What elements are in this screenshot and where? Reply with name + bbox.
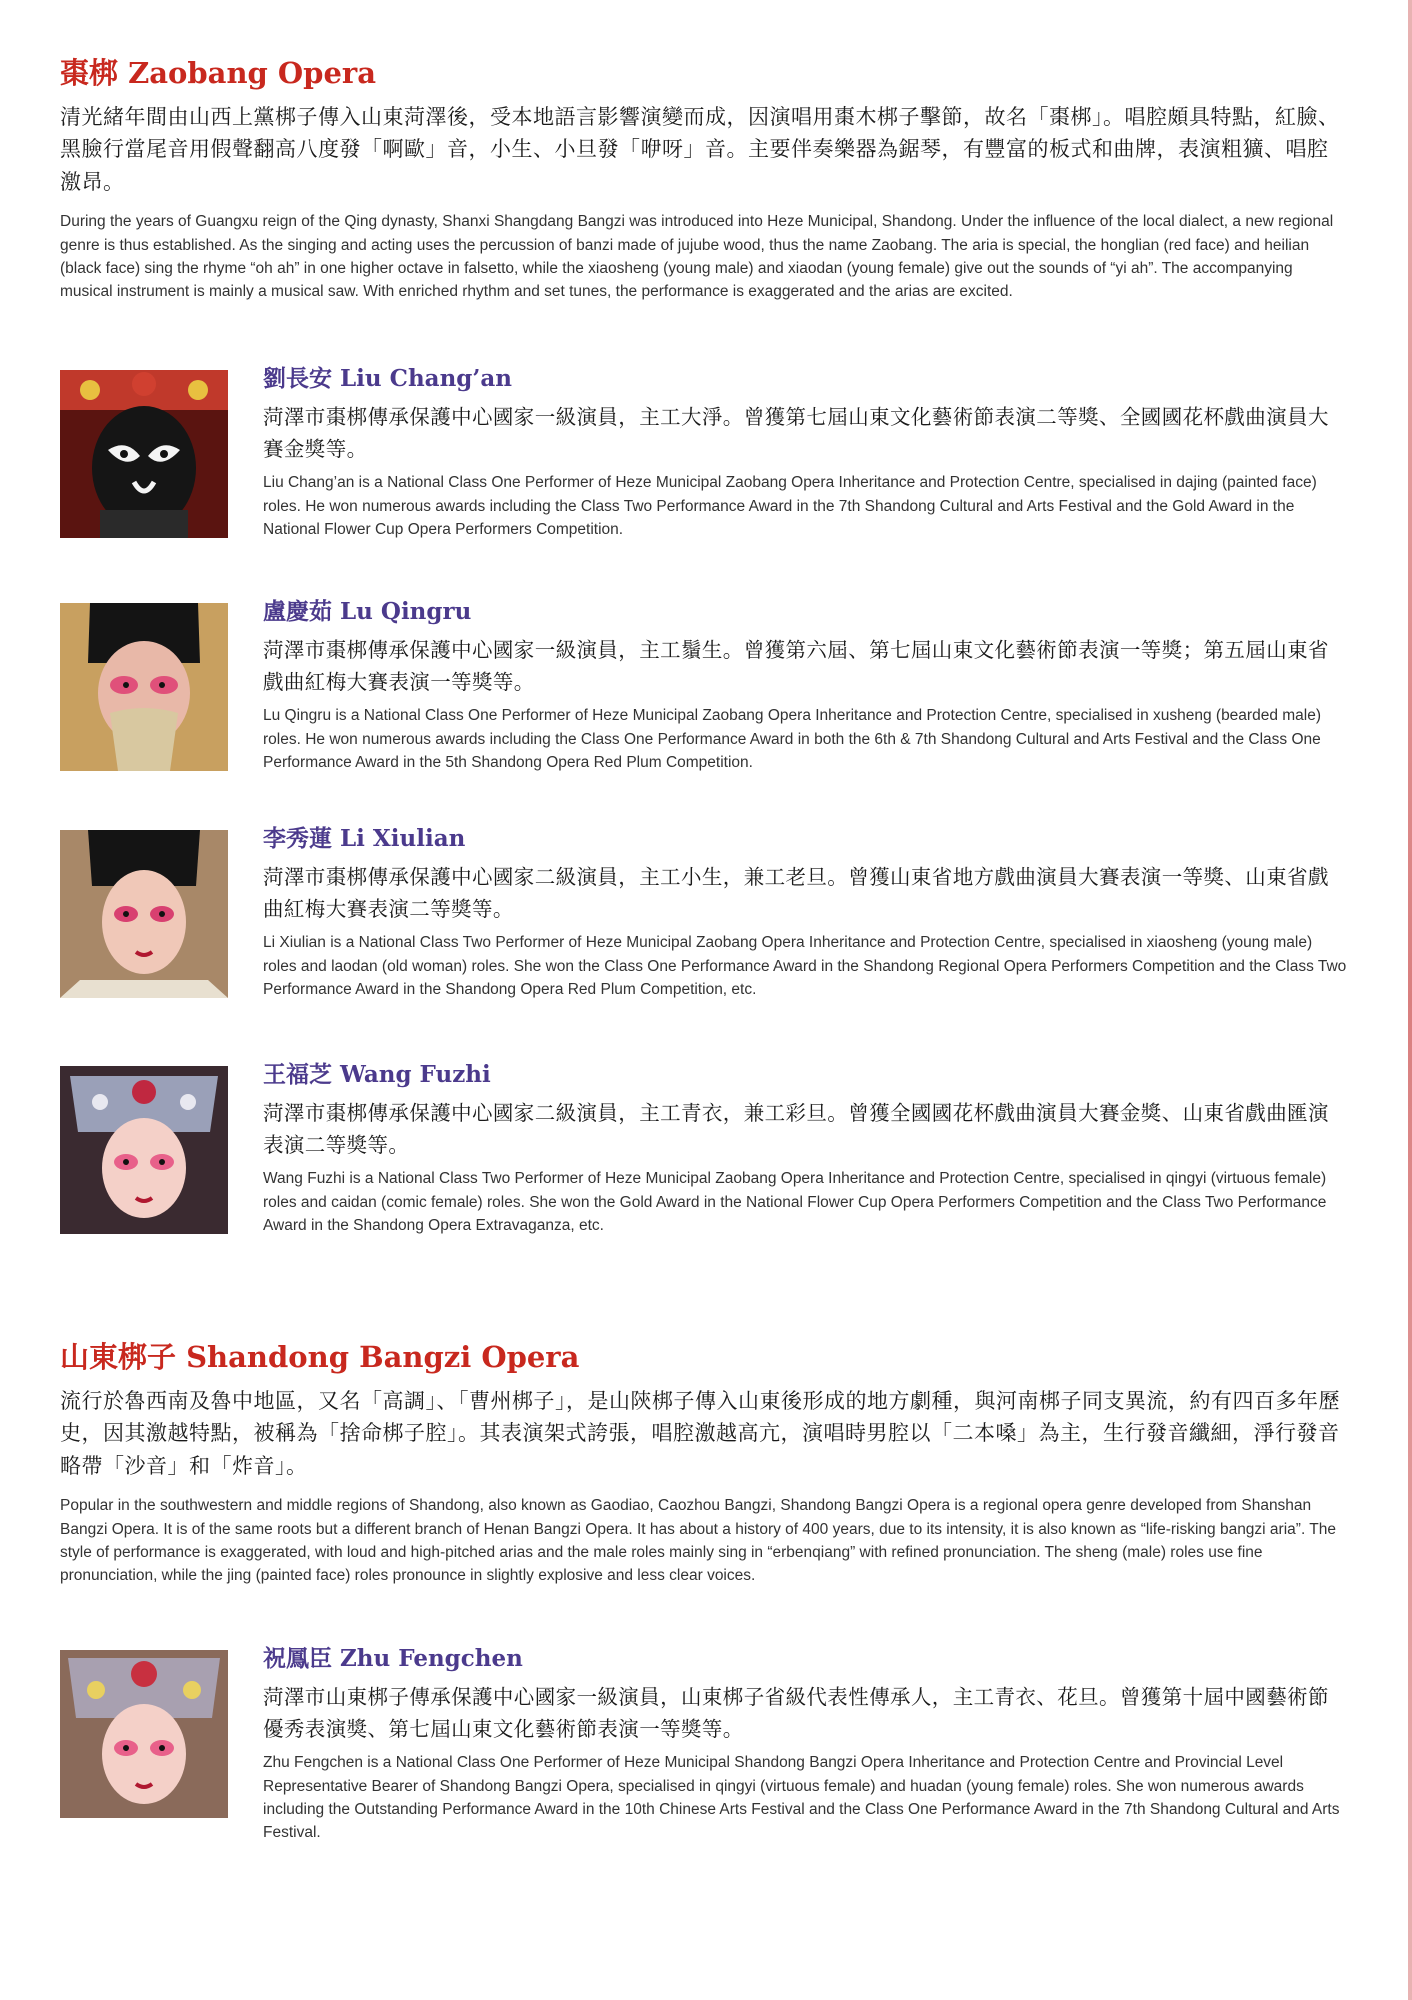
performer-bio-zh: 菏澤市棗梆傳承保護中心國家二級演員，主工小生，兼工老旦。曾獲山東省地方戲曲演員大賽表演一等獎、山東省戲曲紅梅大賽表演二等獎等。 bbox=[263, 864, 1329, 921]
performer-name: 王福芝 Wang Fuzhi bbox=[263, 1061, 491, 1088]
performer-bio-en: Li Xiulian is a National Class Two Performer of Heze Municipal Zaobang Opera Inheritance and Protection Centre, specialised in xiaosheng (young male) roles and laodan (old woman) roles. She won the Class One Performance Award in the Shandong Regional Opera Performers Competition and the Class Two Performance Award in the Shandong Opera Red Plum Competition, etc. bbox=[263, 934, 1347, 998]
performer-name: 祝鳳臣 Zhu Fengchen bbox=[263, 1645, 523, 1672]
shandong-section bbox=[60, 1340, 1346, 1587]
zaobang-intro-zh: 清光緒年間由山西上黨梆子傳入山東菏澤後，受本地語言影響演變而成，因演唱用棗木梆子擊節，故名「棗梆」。唱腔頗具特點，紅臉、黑臉行當尾音用假聲翻高八度發「啊歐」音，小生、小旦發「咿呀」音。主要伴奏樂器為鋸琴，有豐富的板式和曲牌，表演粗獷、唱腔激昂。 bbox=[60, 104, 1340, 194]
performer-liu-changan bbox=[60, 365, 1346, 542]
performer-photo bbox=[60, 830, 228, 998]
performer-bio-en: Lu Qingru is a National Class One Performer of Heze Municipal Zaobang Opera Inheritance and Protection Centre, specialised in xusheng (bearded male) roles. He won numerous awards including the Class One Performance Award in both the 6th & 7th Shandong Cultural and Arts Festival and the Class One Performance Award in the 5th Shandong Opera Red Plum Competition. bbox=[263, 707, 1322, 771]
performer-name: 劉長安 Liu Chang’an bbox=[263, 365, 513, 392]
shandong-intro-en: Popular in the southwestern and middle regions of Shandong, also known as Gaodiao, Caozhou Bangzi, Shandong Bangzi Opera is a regional opera genre developed from Shanshan Bangzi Opera. It is of the same roots but a different branch of Henan Bangzi Opera. It has about a history of 400 years, due to its intensity, it is also known as “life-risking bangzi aria”. The style of performance is exaggerated, with loud and high-pitched arias and the male roles mainly sing in “erbenqiang” with refined pronunciation. The sheng (male) roles use fine pronunciation, while the jing (painted face) roles pronounce in slightly explosive and less clear voices. bbox=[60, 1497, 1336, 1585]
shandong-intro-zh: 流行於魯西南及魯中地區，又名「高調」、「曹州梆子」，是山陝梆子傳入山東後形成的地方劇種，與河南梆子同支異流，約有四百多年歷史，因其激越特點，被稱為「捨命梆子腔」。其表演架式誇張，唱腔激越高亢，演唱時男腔以「二本嗓」為主，生行發音纖細，淨行發音略帶「沙音」和「炸音」。 bbox=[60, 1388, 1340, 1478]
performer-zhu-fengchen bbox=[60, 1645, 1346, 1842]
shandong-title: 山東梆子 Shandong Bangzi Opera bbox=[60, 1340, 580, 1374]
zaobang-section bbox=[60, 56, 1346, 303]
performer-photo bbox=[60, 1650, 228, 1818]
performer-bio-zh: 菏澤市棗梆傳承保護中心國家一級演員，主工大淨。曾獲第七屆山東文化藝術節表演二等獎、全國國花杯戲曲演員大賽金獎等。 bbox=[263, 404, 1329, 461]
performer-photo bbox=[60, 1066, 228, 1234]
performer-photo bbox=[60, 370, 228, 538]
page-edge bbox=[1408, 0, 1412, 2000]
performer-bio-zh: 菏澤市山東梆子傳承保護中心國家一級演員，山東梆子省級代表性傳承人，主工青衣、花旦。曾獲第十屆中國藝術節優秀表演獎、第七屆山東文化藝術節表演一等獎等。 bbox=[263, 1684, 1329, 1741]
zaobang-title: 棗梆 Zaobang Opera bbox=[60, 56, 376, 90]
performer-bio-zh: 菏澤市棗梆傳承保護中心國家二級演員，主工青衣，兼工彩旦。曾獲全國國花杯戲曲演員大賽金獎、山東省戲曲匯演表演二等獎等。 bbox=[263, 1100, 1329, 1157]
performer-bio-en: Liu Chang’an is a National Class One Performer of Heze Municipal Zaobang Opera Inheritance and Protection Centre, specialised in dajing (painted face) roles. He won numerous awards including the Class Two Performance Award in the 7th Shandong Cultural and Arts Festival and the Gold Award in the National Flower Cup Opera Performers Competition. bbox=[263, 474, 1317, 538]
performer-bio-en: Zhu Fengchen is a National Class One Performer of Heze Municipal Shandong Bangzi Opera Inheritance and Protection Centre and Provincial Level Representative Bearer of Shandong Bangzi Opera, specialised in qingyi (virtuous female) and huadan (young female) roles. She won numerous awards including the Outstanding Performance Award in the 10th Chinese Arts Festival and the Class One Performance Award in the 7th Shandong Cultural and Arts Festival. bbox=[263, 1754, 1340, 1842]
performer-lu-qingru bbox=[60, 598, 1346, 775]
performer-photo bbox=[60, 603, 228, 771]
performer-name: 李秀蓮 Li Xiulian bbox=[263, 825, 466, 852]
zaobang-intro-en: During the years of Guangxu reign of the Qing dynasty, Shanxi Shangdang Bangzi was introduced into Heze Municipal, Shandong. Under the influence of the local dialect, a new regional genre is thus established. As the singing and acting uses the percussion of banzi made of jujube wood, thus the name Zaobang. The aria is special, the honglian (red face) and heilian (black face) sing the rhyme “oh ah” in one higher octave in falsetto, while the xiaosheng (young male) and xiaodan (young female) give out the sounds of “yi ah”. The accompanying musical instrument is mainly a musical saw. With enriched rhythm and set tunes, the performance is exaggerated and the arias are excited. bbox=[60, 213, 1334, 301]
performer-li-xiulian bbox=[60, 825, 1347, 1002]
performer-name: 盧慶茹 Lu Qingru bbox=[263, 598, 472, 625]
performer-bio-zh: 菏澤市棗梆傳承保護中心國家一級演員，主工鬚生。曾獲第六屆、第七屆山東文化藝術節表演一等獎；第五屆山東省戲曲紅梅大賽表演一等獎等。 bbox=[263, 637, 1329, 694]
performer-wang-fuzhi bbox=[60, 1061, 1346, 1238]
performer-bio-en: Wang Fuzhi is a National Class Two Performer of Heze Municipal Zaobang Opera Inheritance and Protection Centre, specialised in qingyi (virtuous female) roles and caidan (comic female) roles. She won the Gold Award in the National Flower Cup Opera Performers Competition and the Class Two Performance Award in the Shandong Opera Extravaganza, etc. bbox=[263, 1170, 1327, 1234]
